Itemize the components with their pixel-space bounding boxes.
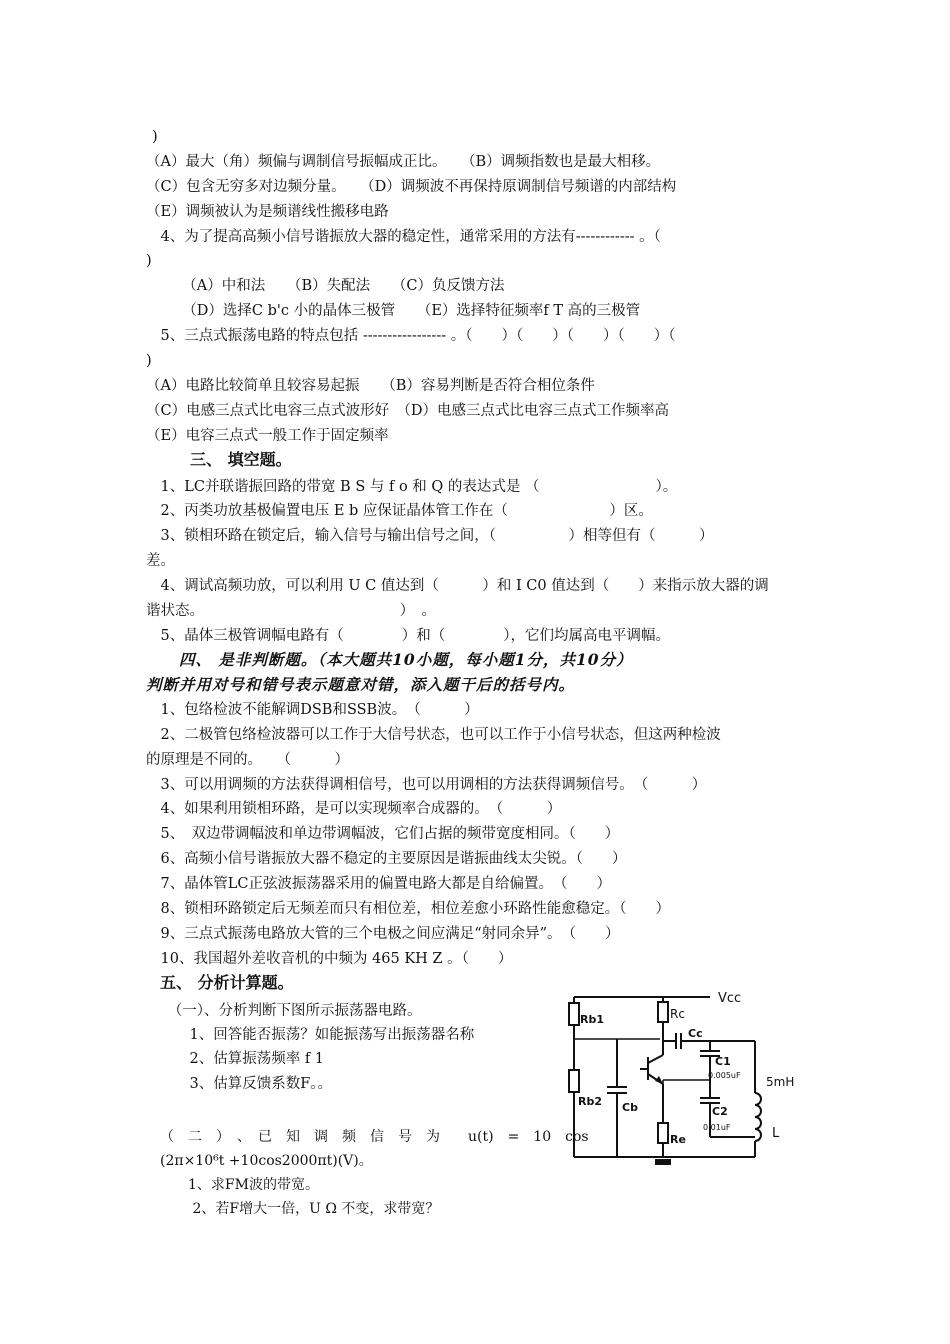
c2-value: 0.01uF [703,1123,731,1132]
formula-line: (2π×10⁶t +10cos2000πt)(V)。 [160,1153,373,1169]
question-line: 9、三点式振荡电路放大管的三个电极之间应满足“射同余异”。 （ ） [146,926,620,942]
c1-label: C1 [715,1055,731,1068]
question-line: 6、高频小信号谐振放大器不稳定的主要原因是谐振曲线太尖锐。（ ） [146,851,627,867]
section-instruction: 判断并用对号和错号表示题意对错，添入题干后的括号内。 [146,675,576,694]
question-line: 10、我国超外差收音机的中频为 465 KH Z 。（ ） [146,951,513,967]
text-line: ) [146,253,152,269]
question-line: 2、若F增大一倍，U Ω 不变，求带宽？ [160,1201,440,1217]
question-line: 2、二极管包络检波器可以工作于大信号状态，也可以工作于小信号状态，但这两种检波 [146,727,721,743]
question-line: 8、锁相环路锁定后无频差而只有相位差，相位差愈小环路性能愈稳定。（ ） [146,901,670,917]
option-line: （A）中和法 （B）失配法 （C）负反馈方法 [146,278,505,294]
c2-label: C2 [712,1105,728,1118]
section-heading-fill-blank: 三、 填空题。 [190,450,292,469]
question-line: 5、三点式振荡电路的特点包括 ----------------- 。（ ）（ ）（ ）（ ）（ [146,328,676,344]
c1-value: 0.005uF [708,1071,741,1080]
question-line: 4、为了提高高频小信号谐振放大器的稳定性，通常采用的方法有------------ 。（ [146,229,661,245]
question-line: （一）、分析判断下图所示振荡器电路。 [146,1003,422,1019]
oscillator-circuit-diagram [560,985,810,1170]
vcc-label: Vcc [718,991,742,1006]
option-line: （A）电路比较简单且较容易起振 （B）容易判断是否符合相位条件 [146,378,595,394]
question-line: 3、锁相环路在锁定后，输入信号与输出信号之间，（ ）相等但有（ ） [146,528,714,544]
question-line: 4、如果利用锁相环路，是可以实现频率合成器的。 （ ） [146,801,562,817]
inductor-value: 5mH [766,1075,795,1089]
question-line: 1、求FM波的带宽。 [160,1177,319,1193]
rb2-label: Rb2 [578,1095,602,1108]
question-line: 2、估算振荡频率 f 1 [146,1051,325,1067]
option-line: （C）电感三点式比电容三点式波形好 （D）电感三点式比电容三点式工作频率高 [146,403,669,419]
text-line: 谐状态。 ） 。 [146,603,436,619]
question-line: 4、调试高频功放，可以利用 U C 值达到（ ）和 I C0 值达到（ ）来指示放大器的调 [146,578,769,594]
question-line: 3、估算反馈系数F。。 [146,1076,333,1092]
rb1-label: Rb1 [580,1013,604,1026]
question-line: 1、回答能否振荡？如能振荡写出振荡器名称 [146,1027,475,1043]
text-line: ) [146,353,152,369]
question-line: 7、晶体管LC正弦波振荡器采用的偏置电路大都是自给偏置。 （ ） [146,876,611,892]
rc-label: Rc [670,1007,685,1021]
option-line: （E）调频被认为是频谱线性搬移电路 [146,204,389,220]
question-line: 5、 双边带调幅波和单边带调幅波，它们占据的频带宽度相同。（ ） [146,826,620,842]
option-line: （A）最大（角）频偏与调制信号振幅成正比。 （B）调频指数也是最大相移。 [146,154,661,170]
question-line: 2、丙类功放基极偏置电压 E b 应保证晶体管工作在（ ）区。 [146,503,653,519]
question-line: 1、包络检波不能解调DSB和SSB波。 （ ） [146,702,479,718]
text-line: 的原理是不同的。 （ ） [146,752,349,768]
text-line: ) [152,129,158,145]
question-line: 5、晶体三极管调幅电路有（ ）和（ ），它们均属高电平调幅。 [146,628,670,644]
cc-label: Cc [688,1027,703,1040]
section-heading-analysis: 五、 分析计算题。 [160,973,294,992]
inductor-label: L [772,1126,780,1141]
question-line: 3、可以用调频的方法获得调相信号，也可以用调相的方法获得调频信号。 （ ） [146,777,707,793]
option-line: （E）电容三点式一般工作于固定频率 [146,428,389,444]
option-line: （D）选择C b'c 小的晶体三极管 （E）选择特征频率f T 高的三极管 [146,303,641,319]
text-line: 差。 [146,553,175,569]
question-line: 1、LC并联谐振回路的带宽 B S 与 f o 和 Q 的表达式是 （ ）。 [146,479,678,495]
cb-label: Cb [622,1101,638,1114]
question-line: （ 二 ） 、 已 知 调 频 信 号 为 u(t) = 10 cos [160,1129,589,1145]
section-heading-true-false: 四、 是非判断题。（本大题共10小题，每小题1分，共10分） [146,650,633,669]
option-line: （C）包含无穷多对边频分量。 （D）调频波不再保持原调制信号频谱的内部结构 [146,179,677,195]
re-label: Re [670,1133,686,1146]
